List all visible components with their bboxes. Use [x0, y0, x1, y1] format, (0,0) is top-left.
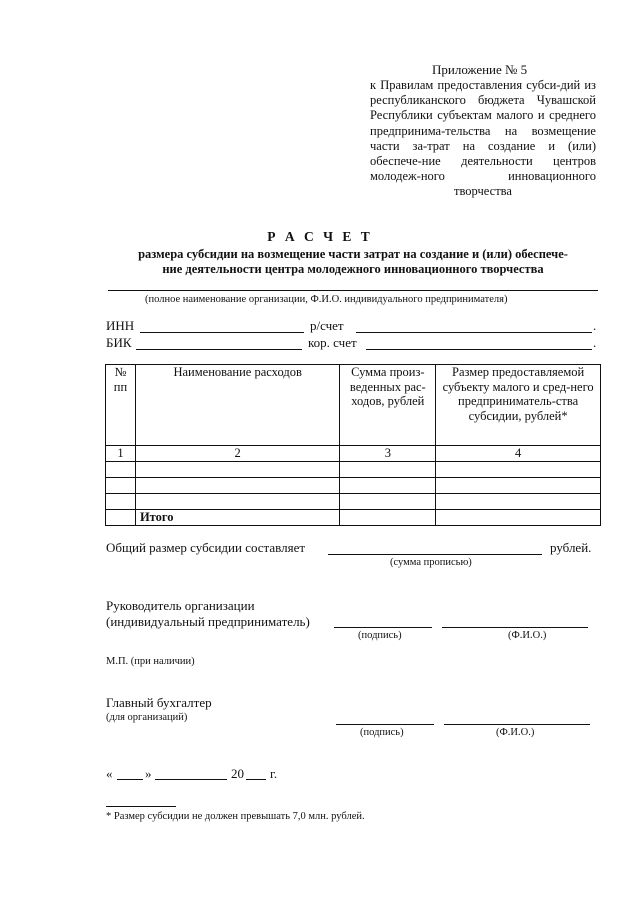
table-cell[interactable] [340, 494, 436, 510]
head-signature-hint: (подпись) [358, 630, 402, 641]
table-header-row [106, 365, 601, 446]
table-cell[interactable] [436, 478, 601, 494]
bik-field[interactable] [136, 349, 302, 350]
table-cell[interactable] [436, 494, 601, 510]
table-cell[interactable] [135, 462, 339, 478]
header-subsidy-amount: Размер предоставляемой субъекту малого и сред-него предприниматель-ства субсидии, рублей* [436, 365, 601, 446]
table-cell[interactable] [436, 462, 601, 478]
summary-amount-field[interactable] [328, 554, 542, 555]
column-number: 2 [135, 446, 339, 462]
header-expense-sum: Сумма произ-веденных рас-ходов, рублей [340, 365, 436, 446]
table-cell[interactable] [106, 494, 136, 510]
footnote-separator [106, 806, 176, 807]
table-cell [106, 510, 136, 526]
date-close-quote: » [145, 766, 152, 781]
accountant-signature-field[interactable] [336, 724, 434, 725]
appendix-title: Приложение № 5 [432, 62, 528, 77]
inn-row-period: . [593, 318, 597, 333]
header-expense-name: Наименование расходов [135, 365, 339, 446]
org-name-field[interactable] [108, 290, 598, 291]
summary-label: Общий размер субсидии составляет [106, 540, 306, 555]
header-number: № пп [106, 365, 136, 446]
accountant-note: (для организаций) [106, 712, 188, 723]
appendix-body: к Правилам предоставления субси-дий из республиканского бюджета Чувашской Республики субъектам малого и среднего предпринима-тельства на возмещение части за-трат на создание и (или) обеспече-ние деятельности центров молодеж-ного инновационного творчества [370, 78, 596, 199]
accountant-title: Главный бухгалтер [106, 695, 212, 710]
account-label: р/счет [310, 318, 344, 333]
summary-currency: рублей. [550, 540, 592, 555]
head-fio-hint: (Ф.И.О.) [508, 630, 547, 641]
total-label: Итого [135, 510, 339, 526]
table-cell[interactable] [135, 494, 339, 510]
total-row [106, 510, 601, 526]
column-numbers-row [106, 446, 601, 462]
table-row [106, 494, 601, 510]
subtitle-line-2: ние деятельности центра молодежного инновационного творчества [162, 262, 544, 276]
total-subsidy-cell[interactable] [436, 510, 601, 526]
document-title: Р А С Ч Е Т [267, 229, 373, 244]
account-field[interactable] [356, 332, 592, 333]
head-title-line1: Руководитель организации [106, 598, 255, 613]
org-name-hint: (полное наименование организации, Ф.И.О. индивидуального предпринимателя) [145, 294, 508, 305]
date-day-field[interactable] [117, 779, 143, 780]
head-signature-field[interactable] [334, 627, 432, 628]
accountant-fio-hint: (Ф.И.О.) [496, 727, 535, 738]
head-fio-field[interactable] [442, 627, 588, 628]
date-year-field[interactable] [246, 779, 266, 780]
table-cell[interactable] [340, 462, 436, 478]
inn-label: ИНН [106, 318, 135, 333]
accountant-signature-hint: (подпись) [360, 727, 404, 738]
bik-label: БИК [106, 335, 132, 350]
stamp-note: М.П. (при наличии) [106, 656, 195, 667]
inn-field[interactable] [140, 332, 304, 333]
bik-row-period: . [593, 335, 597, 350]
calculation-table [105, 364, 601, 526]
table-cell[interactable] [106, 462, 136, 478]
column-number: 1 [106, 446, 136, 462]
column-number: 3 [340, 446, 436, 462]
total-sum-cell[interactable] [340, 510, 436, 526]
document-subtitle [106, 247, 600, 277]
table-cell[interactable] [106, 478, 136, 494]
date-month-field[interactable] [155, 779, 227, 780]
table-cell[interactable] [135, 478, 339, 494]
summary-hint: (сумма прописью) [390, 557, 472, 568]
date-year-suffix: г. [270, 766, 278, 781]
column-number: 4 [436, 446, 601, 462]
date-open-quote: « [106, 766, 113, 781]
date-year-prefix: 20 [231, 766, 244, 781]
subtitle-line-1: размера субсидии на возмещение части затрат на создание и (или) обеспече- [138, 247, 568, 261]
head-title-line2: (индивидуальный предприниматель) [106, 614, 310, 629]
corr-account-label: кор. счет [308, 335, 357, 350]
table-cell[interactable] [340, 478, 436, 494]
table-row [106, 478, 601, 494]
corr-account-field[interactable] [366, 349, 592, 350]
footnote-text: * Размер субсидии не должен превышать 7,0 млн. рублей. [106, 811, 365, 822]
table-row [106, 462, 601, 478]
accountant-fio-field[interactable] [444, 724, 590, 725]
